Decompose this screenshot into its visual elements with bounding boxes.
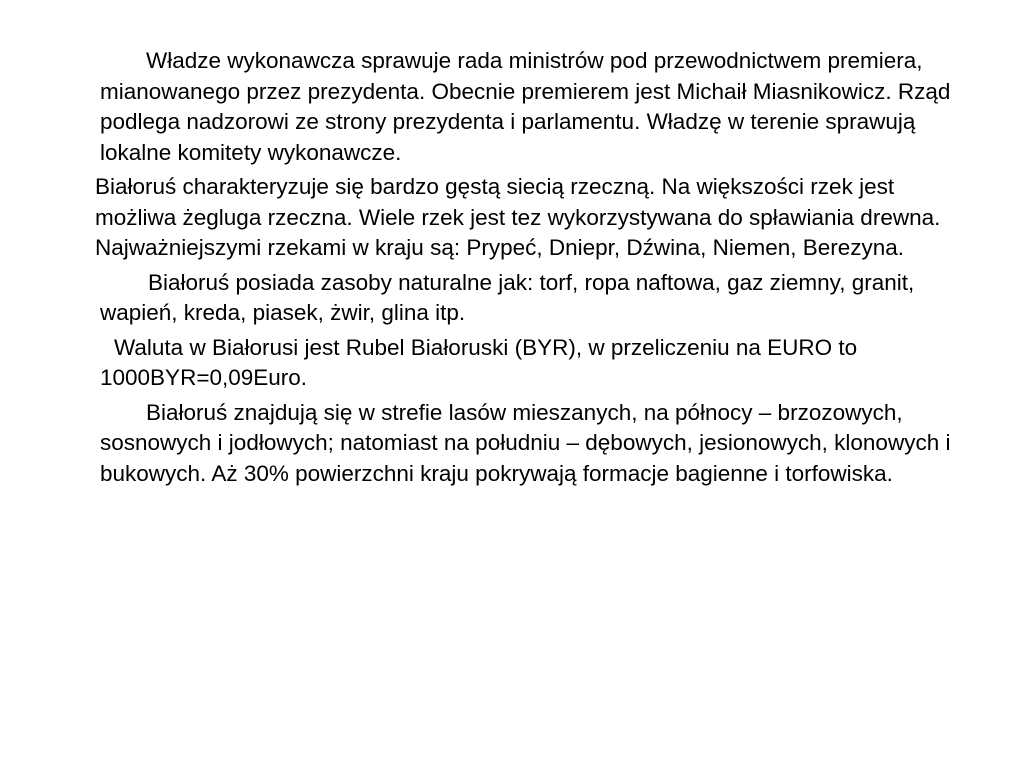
paragraph-natural-resources: Białoruś posiada zasoby naturalne jak: torf, ropa naftowa, gaz ziemny, granit, wapień, kreda, piasek, żwir, glina itp.	[100, 269, 915, 325]
paragraph-forests: Białoruś znajdują się w strefie lasów mieszanych, na północy – brzozowych, sosnowych i jodłowych; natomiast na południu – dębowych, jesionowych, klonowych i bukowych. Aż 30% powierzchni kraju pokrywają formacje bagienne i torfowiska.	[100, 399, 951, 486]
paragraph-executive-power: Władze wykonawcza sprawuje rada ministrów pod przewodnictwem premiera, mianowanego przez prezydenta. Obecnie premierem jest Michaił Miasnikowicz. Rząd podlega nadzorowi ze strony prezydenta i parlamentu. Władzę w terenie sprawują lokalne komitety wykonawcze.	[100, 48, 951, 165]
paragraph-currency: Waluta w Białorusi jest Rubel Białoruski (BYR), w przeliczeniu na EURO to 1000BYR=0,09Euro.	[100, 334, 858, 390]
text-body	[95, 46, 980, 493]
paragraph-rivers: Białoruś charakteryzuje się bardzo gęstą siecią rzeczną. Na większości rzek jest możliwa żegluga rzeczna. Wiele rzek jest tez wykorzystywana do spławiania drewna. Najważniejszymi rzekami w kraju są: Prypeć, Dniepr, Dźwina, Niemen, Berezyna.	[95, 174, 941, 260]
